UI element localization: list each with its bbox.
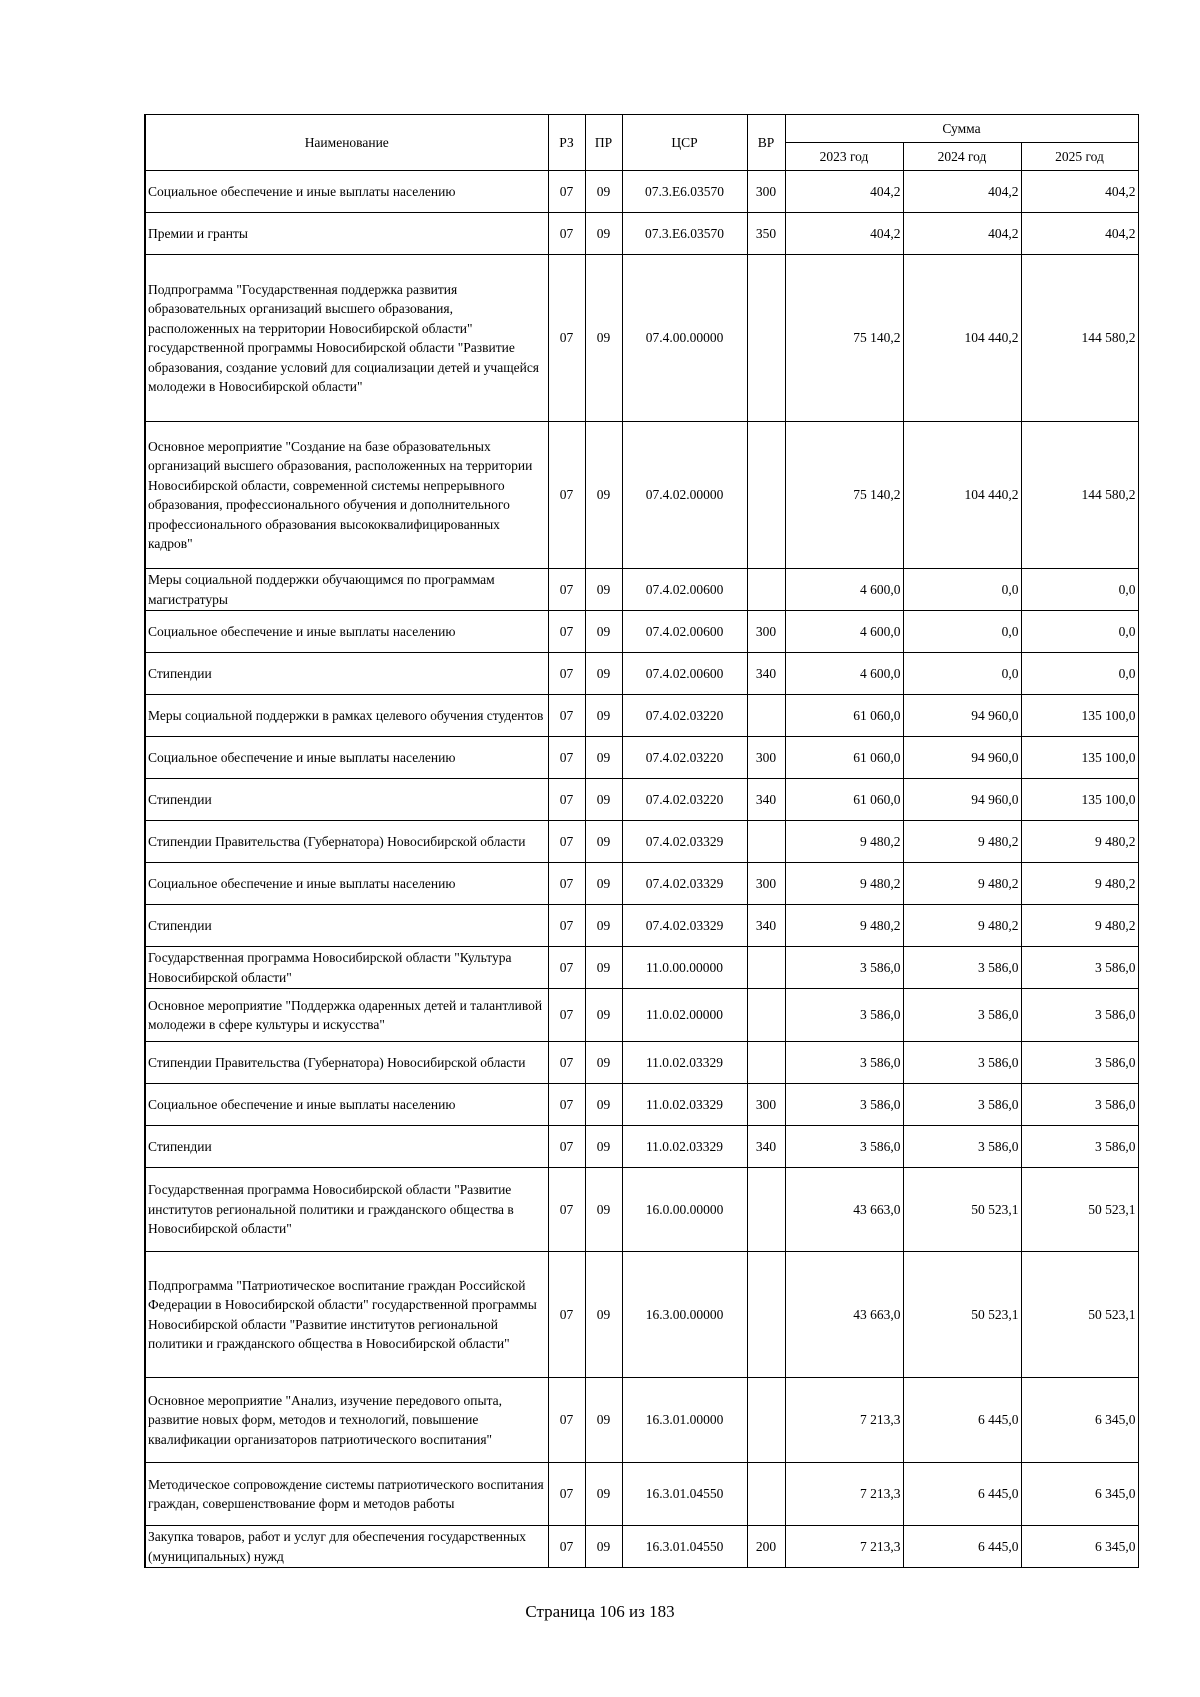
cell-csr: 11.0.02.03329 (622, 1042, 747, 1084)
cell-name: Стипендии Правительства (Губернатора) Новосибирской области (145, 1042, 548, 1084)
cell-2023: 3 586,0 (785, 1042, 903, 1084)
cell-2023: 9 480,2 (785, 821, 903, 863)
cell-2024: 50 523,1 (903, 1252, 1021, 1378)
table-row (145, 779, 1138, 821)
cell-pr: 09 (585, 947, 622, 989)
cell-2024: 3 586,0 (903, 1084, 1021, 1126)
cell-2023: 7 213,3 (785, 1463, 903, 1526)
cell-2023: 75 140,2 (785, 255, 903, 422)
cell-name: Основное мероприятие "Создание на базе образовательных организаций высшего образования, расположенных на территории Новосибирской области, современной системы непрерывного образования, профессионального обучения и дополнительного профессионального образования высококвалифицированных кадров" (145, 422, 548, 569)
table-row (145, 989, 1138, 1042)
cell-2025: 144 580,2 (1021, 422, 1138, 569)
cell-2023: 61 060,0 (785, 737, 903, 779)
cell-name: Основное мероприятие "Поддержка одаренных детей и талантливой молодежи в сфере культуры и искусства" (145, 989, 548, 1042)
cell-2025: 135 100,0 (1021, 737, 1138, 779)
cell-vr (747, 1378, 785, 1463)
cell-csr: 11.0.00.00000 (622, 947, 747, 989)
cell-name: Основное мероприятие "Анализ, изучение передового опыта, развитие новых форм, методов и технологий, повышение квалификации организаторов патриотического воспитания" (145, 1378, 548, 1463)
cell-pr: 09 (585, 695, 622, 737)
cell-csr: 07.4.02.00600 (622, 611, 747, 653)
table-row (145, 213, 1138, 255)
cell-rz: 07 (548, 1252, 585, 1378)
header-year-2024: 2024 год (903, 143, 1021, 171)
cell-vr (747, 947, 785, 989)
header-sum: Сумма (785, 115, 1138, 143)
cell-2023: 3 586,0 (785, 947, 903, 989)
cell-vr: 340 (747, 1126, 785, 1168)
cell-2025: 3 586,0 (1021, 947, 1138, 989)
cell-2024: 6 445,0 (903, 1463, 1021, 1526)
cell-2024: 0,0 (903, 653, 1021, 695)
cell-2024: 0,0 (903, 569, 1021, 611)
header-vr: ВР (747, 115, 785, 171)
table-row (145, 821, 1138, 863)
cell-vr: 340 (747, 653, 785, 695)
cell-rz: 07 (548, 422, 585, 569)
cell-pr: 09 (585, 255, 622, 422)
cell-vr: 300 (747, 611, 785, 653)
table-row (145, 1168, 1138, 1252)
cell-2024: 94 960,0 (903, 695, 1021, 737)
cell-2023: 43 663,0 (785, 1252, 903, 1378)
cell-2025: 135 100,0 (1021, 779, 1138, 821)
cell-rz: 07 (548, 1463, 585, 1526)
cell-2024: 6 445,0 (903, 1378, 1021, 1463)
cell-2025: 3 586,0 (1021, 989, 1138, 1042)
cell-vr (747, 1168, 785, 1252)
cell-2024: 9 480,2 (903, 821, 1021, 863)
cell-rz: 07 (548, 989, 585, 1042)
cell-2025: 3 586,0 (1021, 1042, 1138, 1084)
cell-2025: 3 586,0 (1021, 1084, 1138, 1126)
cell-rz: 07 (548, 1378, 585, 1463)
cell-vr (747, 1252, 785, 1378)
cell-rz: 07 (548, 213, 585, 255)
cell-csr: 11.0.02.00000 (622, 989, 747, 1042)
cell-vr: 300 (747, 863, 785, 905)
table-header (145, 115, 1138, 171)
cell-csr: 07.4.02.00600 (622, 569, 747, 611)
cell-2024: 94 960,0 (903, 737, 1021, 779)
cell-2024: 3 586,0 (903, 989, 1021, 1042)
cell-name: Стипендии (145, 1126, 548, 1168)
cell-2025: 0,0 (1021, 569, 1138, 611)
cell-pr: 09 (585, 611, 622, 653)
cell-name: Стипендии (145, 905, 548, 947)
cell-2025: 50 523,1 (1021, 1252, 1138, 1378)
cell-2023: 61 060,0 (785, 695, 903, 737)
cell-2024: 3 586,0 (903, 1042, 1021, 1084)
cell-rz: 07 (548, 1084, 585, 1126)
cell-2024: 50 523,1 (903, 1168, 1021, 1252)
cell-pr: 09 (585, 213, 622, 255)
table-body (145, 171, 1138, 1568)
header-pr: ПР (585, 115, 622, 171)
cell-2023: 9 480,2 (785, 863, 903, 905)
cell-2023: 3 586,0 (785, 1126, 903, 1168)
cell-rz: 07 (548, 611, 585, 653)
cell-pr: 09 (585, 1126, 622, 1168)
cell-rz: 07 (548, 821, 585, 863)
cell-2023: 61 060,0 (785, 779, 903, 821)
page-number: Страница 106 из 183 (525, 1602, 675, 1621)
cell-rz: 07 (548, 1126, 585, 1168)
table-row (145, 905, 1138, 947)
cell-rz: 07 (548, 569, 585, 611)
cell-vr (747, 422, 785, 569)
table-row (145, 611, 1138, 653)
cell-2024: 104 440,2 (903, 255, 1021, 422)
cell-pr: 09 (585, 989, 622, 1042)
cell-name: Социальное обеспечение и иные выплаты населению (145, 1084, 548, 1126)
cell-pr: 09 (585, 171, 622, 213)
cell-pr: 09 (585, 1378, 622, 1463)
cell-name: Стипендии (145, 653, 548, 695)
cell-2025: 404,2 (1021, 213, 1138, 255)
cell-2023: 9 480,2 (785, 905, 903, 947)
cell-name: Государственная программа Новосибирской области "Развитие институтов региональной политики и гражданского общества в Новосибирской области" (145, 1168, 548, 1252)
cell-pr: 09 (585, 1042, 622, 1084)
table-row (145, 171, 1138, 213)
cell-csr: 07.4.02.03329 (622, 821, 747, 863)
cell-pr: 09 (585, 821, 622, 863)
cell-2023: 4 600,0 (785, 611, 903, 653)
cell-2025: 9 480,2 (1021, 905, 1138, 947)
cell-2025: 404,2 (1021, 171, 1138, 213)
cell-rz: 07 (548, 863, 585, 905)
cell-pr: 09 (585, 1526, 622, 1568)
cell-2023: 43 663,0 (785, 1168, 903, 1252)
cell-name: Закупка товаров, работ и услуг для обеспечения государственных (муниципальных) нужд (145, 1526, 548, 1568)
cell-csr: 07.4.02.03220 (622, 737, 747, 779)
cell-name: Подпрограмма "Патриотическое воспитание граждан Российской Федерации в Новосибирской области" государственной программы Новосибирской области "Развитие институтов региональной политики и гражданского общества в Новосибирской области" (145, 1252, 548, 1378)
cell-pr: 09 (585, 863, 622, 905)
cell-2024: 0,0 (903, 611, 1021, 653)
cell-2024: 404,2 (903, 213, 1021, 255)
table-row (145, 1042, 1138, 1084)
cell-csr: 16.3.01.00000 (622, 1378, 747, 1463)
cell-rz: 07 (548, 171, 585, 213)
cell-2023: 7 213,3 (785, 1526, 903, 1568)
cell-vr: 300 (747, 737, 785, 779)
table-row (145, 863, 1138, 905)
cell-csr: 16.3.01.04550 (622, 1526, 747, 1568)
cell-2025: 6 345,0 (1021, 1463, 1138, 1526)
header-csr: ЦСР (622, 115, 747, 171)
header-year-2023: 2023 год (785, 143, 903, 171)
budget-table (144, 114, 1139, 1568)
cell-vr (747, 1463, 785, 1526)
cell-vr: 300 (747, 171, 785, 213)
cell-csr: 07.3.Е6.03570 (622, 213, 747, 255)
cell-vr: 350 (747, 213, 785, 255)
cell-rz: 07 (548, 905, 585, 947)
cell-2023: 4 600,0 (785, 569, 903, 611)
cell-2023: 3 586,0 (785, 989, 903, 1042)
cell-name: Социальное обеспечение и иные выплаты населению (145, 611, 548, 653)
cell-csr: 07.4.00.00000 (622, 255, 747, 422)
cell-name: Государственная программа Новосибирской области "Культура Новосибирской области" (145, 947, 548, 989)
cell-name: Стипендии (145, 779, 548, 821)
cell-pr: 09 (585, 1168, 622, 1252)
cell-rz: 07 (548, 653, 585, 695)
cell-vr (747, 569, 785, 611)
cell-vr (747, 989, 785, 1042)
table-row (145, 737, 1138, 779)
cell-2024: 6 445,0 (903, 1526, 1021, 1568)
cell-2025: 9 480,2 (1021, 863, 1138, 905)
cell-vr: 200 (747, 1526, 785, 1568)
cell-csr: 07.4.02.03329 (622, 863, 747, 905)
cell-rz: 07 (548, 1042, 585, 1084)
table-row (145, 255, 1138, 422)
cell-2023: 3 586,0 (785, 1084, 903, 1126)
cell-pr: 09 (585, 1252, 622, 1378)
cell-name: Методическое сопровождение системы патриотического воспитания граждан, совершенствование форм и методов работы (145, 1463, 548, 1526)
cell-2023: 404,2 (785, 213, 903, 255)
table-row (145, 1084, 1138, 1126)
cell-csr: 07.4.02.03220 (622, 695, 747, 737)
header-rz: РЗ (548, 115, 585, 171)
cell-pr: 09 (585, 422, 622, 569)
cell-vr (747, 1042, 785, 1084)
cell-2025: 144 580,2 (1021, 255, 1138, 422)
table-row (145, 947, 1138, 989)
cell-2025: 6 345,0 (1021, 1526, 1138, 1568)
cell-rz: 07 (548, 947, 585, 989)
cell-2024: 9 480,2 (903, 863, 1021, 905)
cell-pr: 09 (585, 737, 622, 779)
cell-2023: 7 213,3 (785, 1378, 903, 1463)
cell-name: Социальное обеспечение и иные выплаты населению (145, 171, 548, 213)
cell-name: Подпрограмма "Государственная поддержка развития образовательных организаций высшего образования, расположенных на территории Новосибирской области" государственной программы Новосибирской области "Развитие образования, создание условий для социализации детей и учащейся молодежи в Новосибирской области" (145, 255, 548, 422)
cell-csr: 11.0.02.03329 (622, 1084, 747, 1126)
cell-2025: 0,0 (1021, 653, 1138, 695)
cell-pr: 09 (585, 653, 622, 695)
table-row (145, 1252, 1138, 1378)
table-row (145, 569, 1138, 611)
cell-csr: 07.4.02.03220 (622, 779, 747, 821)
cell-csr: 07.4.02.00600 (622, 653, 747, 695)
cell-name: Социальное обеспечение и иные выплаты населению (145, 737, 548, 779)
cell-2024: 3 586,0 (903, 947, 1021, 989)
cell-csr: 07.4.02.00000 (622, 422, 747, 569)
cell-2025: 3 586,0 (1021, 1126, 1138, 1168)
cell-csr: 11.0.02.03329 (622, 1126, 747, 1168)
cell-pr: 09 (585, 1463, 622, 1526)
table-row (145, 653, 1138, 695)
cell-name: Премии и гранты (145, 213, 548, 255)
cell-pr: 09 (585, 779, 622, 821)
cell-vr: 340 (747, 779, 785, 821)
cell-2024: 104 440,2 (903, 422, 1021, 569)
cell-pr: 09 (585, 905, 622, 947)
cell-vr (747, 821, 785, 863)
cell-rz: 07 (548, 737, 585, 779)
table-row (145, 422, 1138, 569)
header-name: Наименование (145, 115, 548, 171)
cell-2023: 404,2 (785, 171, 903, 213)
cell-csr: 07.4.02.03329 (622, 905, 747, 947)
table-row (145, 695, 1138, 737)
cell-2024: 9 480,2 (903, 905, 1021, 947)
table-row (145, 1126, 1138, 1168)
cell-2025: 135 100,0 (1021, 695, 1138, 737)
table-row (145, 1378, 1138, 1463)
cell-rz: 07 (548, 695, 585, 737)
cell-vr (747, 695, 785, 737)
cell-name: Меры социальной поддержки обучающимся по программам магистратуры (145, 569, 548, 611)
cell-pr: 09 (585, 1084, 622, 1126)
table-row (145, 1526, 1138, 1568)
cell-rz: 07 (548, 1168, 585, 1252)
cell-name: Меры социальной поддержки в рамках целевого обучения студентов (145, 695, 548, 737)
cell-vr: 300 (747, 1084, 785, 1126)
cell-2025: 0,0 (1021, 611, 1138, 653)
cell-2023: 4 600,0 (785, 653, 903, 695)
cell-name: Стипендии Правительства (Губернатора) Новосибирской области (145, 821, 548, 863)
cell-csr: 16.3.00.00000 (622, 1252, 747, 1378)
cell-csr: 16.3.01.04550 (622, 1463, 747, 1526)
cell-rz: 07 (548, 255, 585, 422)
table-row (145, 1463, 1138, 1526)
cell-name: Социальное обеспечение и иные выплаты населению (145, 863, 548, 905)
cell-2025: 50 523,1 (1021, 1168, 1138, 1252)
cell-2025: 6 345,0 (1021, 1378, 1138, 1463)
cell-csr: 16.0.00.00000 (622, 1168, 747, 1252)
cell-2024: 94 960,0 (903, 779, 1021, 821)
cell-2024: 404,2 (903, 171, 1021, 213)
cell-rz: 07 (548, 1526, 585, 1568)
cell-pr: 09 (585, 569, 622, 611)
cell-2023: 75 140,2 (785, 422, 903, 569)
cell-vr (747, 255, 785, 422)
cell-2025: 9 480,2 (1021, 821, 1138, 863)
header-year-2025: 2025 год (1021, 143, 1138, 171)
cell-vr: 340 (747, 905, 785, 947)
cell-csr: 07.3.Е6.03570 (622, 171, 747, 213)
cell-rz: 07 (548, 779, 585, 821)
cell-2024: 3 586,0 (903, 1126, 1021, 1168)
